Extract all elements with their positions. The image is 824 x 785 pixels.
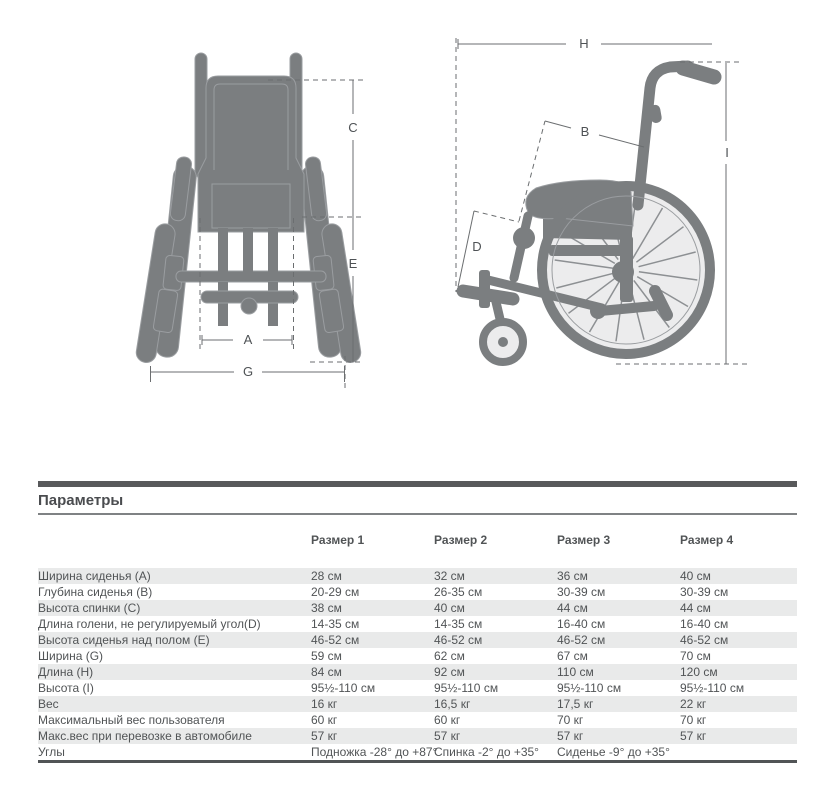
- dimension-label-d: D: [472, 239, 482, 254]
- row-value: 70 кг: [557, 713, 584, 727]
- row-value: 14-35 см: [311, 617, 360, 631]
- column-header: Размер 3: [557, 533, 611, 547]
- row-value: 95½-110 см: [311, 681, 376, 695]
- row-value: 28 см: [311, 569, 342, 583]
- row-value: 57 кг: [311, 729, 338, 743]
- front-wheel-left: [135, 156, 198, 364]
- seat-rail: [549, 245, 633, 256]
- row-value: 40 см: [680, 569, 711, 583]
- row-label: Длина (H): [38, 665, 94, 679]
- row-value: 44 см: [680, 601, 711, 615]
- table-row: [38, 616, 797, 632]
- dimension-label-a: A: [243, 332, 253, 347]
- row-value: 30-39 см: [557, 585, 606, 599]
- dimension-label-b: B: [580, 124, 590, 139]
- row-value: 67 см: [557, 649, 588, 663]
- row-value: 14-35 см: [434, 617, 483, 631]
- row-value: 59 см: [311, 649, 342, 663]
- table-row: [38, 728, 797, 744]
- row-value: 57 кг: [557, 729, 584, 743]
- row-value: 46-52 см: [557, 633, 606, 647]
- row-value: 40 см: [434, 601, 465, 615]
- table-row: [38, 680, 797, 696]
- row-label: Длина голени, не регулируемый угол(D): [38, 617, 261, 631]
- row-value: 20-29 см: [311, 585, 360, 599]
- row-value: 92 см: [434, 665, 465, 679]
- row-value: 36 см: [557, 569, 588, 583]
- row-label: Высота сиденья над полом (E): [38, 633, 210, 647]
- row-label: Вес: [38, 697, 59, 711]
- row-value: 60 кг: [434, 713, 461, 727]
- front-seat-plate: [212, 184, 290, 228]
- column-header: Размер 1: [311, 533, 365, 547]
- dimension-label-g: G: [242, 364, 254, 379]
- row-value: Сиденье -9° до +35°: [557, 745, 670, 759]
- caster-hub: [498, 337, 508, 347]
- column-header: Размер 4: [680, 533, 734, 547]
- dimension-label-h: H: [579, 36, 589, 51]
- row-value: 32 см: [434, 569, 465, 583]
- row-value: 95½-110 см: [557, 681, 622, 695]
- wheel-lock-bar: [600, 306, 654, 311]
- table-row: [38, 600, 797, 616]
- row-label: Высота спинки (C): [38, 601, 141, 615]
- row-value: 22 кг: [680, 697, 707, 711]
- table-row: [38, 584, 797, 600]
- header-spacer: [38, 532, 311, 548]
- dimension-label-c: C: [348, 120, 358, 135]
- row-label: Ширина сиденья (A): [38, 569, 151, 583]
- table-row: [38, 648, 797, 664]
- row-value: 16-40 см: [680, 617, 729, 631]
- table-row: [38, 712, 797, 728]
- row-label: Макс.вес при перевозке в автомобиле: [38, 729, 252, 743]
- row-value: 70 кг: [680, 713, 707, 727]
- row-value: 16-40 см: [557, 617, 606, 631]
- wheelchair-side-view: [456, 36, 748, 364]
- section-title: Параметры: [38, 487, 797, 515]
- row-value: 46-52 см: [434, 633, 483, 647]
- wheelchair-front-view: [135, 53, 364, 390]
- dimension-label-i: I: [725, 145, 729, 160]
- parameters-table: [38, 532, 797, 763]
- row-label: Углы: [38, 745, 65, 759]
- row-label: Высота (I): [38, 681, 94, 695]
- row-value: 60 кг: [311, 713, 338, 727]
- row-value: 57 кг: [434, 729, 461, 743]
- row-value: 57 кг: [680, 729, 707, 743]
- row-value: 44 см: [557, 601, 588, 615]
- row-label: Ширина (G): [38, 649, 104, 663]
- row-value: 120 см: [680, 665, 718, 679]
- row-value: 16 кг: [311, 697, 338, 711]
- table-row: [38, 632, 797, 648]
- column-header: Размер 2: [434, 533, 488, 547]
- row-value: 16,5 кг: [434, 697, 471, 711]
- table-row: [38, 744, 797, 760]
- row-value: 84 см: [311, 665, 342, 679]
- row-value: 17,5 кг: [557, 697, 594, 711]
- parameters-section: [38, 481, 797, 515]
- dimension-g: [150, 356, 345, 390]
- push-handle-grip: [683, 68, 714, 77]
- row-label: Максимальный вес пользователя: [38, 713, 225, 727]
- row-value: Подножка -28° до +87°: [311, 745, 438, 759]
- table-row: [38, 664, 797, 680]
- front-footplate-knob: [241, 298, 257, 314]
- table-body: [38, 568, 797, 763]
- row-value: 30-39 см: [680, 585, 729, 599]
- row-value: 110 см: [557, 665, 594, 679]
- row-value: 46-52 см: [311, 633, 360, 647]
- dimension-label-e: E: [348, 256, 358, 271]
- row-value: 26-35 см: [434, 585, 483, 599]
- footplate: [463, 291, 513, 299]
- row-value: Спинка -2° до +35°: [434, 745, 539, 759]
- row-value: 62 см: [434, 649, 465, 663]
- table-row: [38, 568, 797, 584]
- row-value: 95½-110 см: [680, 681, 745, 695]
- row-value: 70 см: [680, 649, 711, 663]
- table-row: [38, 696, 797, 712]
- row-value: [680, 744, 797, 760]
- row-value: 95½-110 см: [434, 681, 499, 695]
- table-header-row: [38, 532, 797, 548]
- row-label: Глубина сиденья (B): [38, 585, 153, 599]
- row-value: 38 см: [311, 601, 342, 615]
- row-value: 46-52 см: [680, 633, 729, 647]
